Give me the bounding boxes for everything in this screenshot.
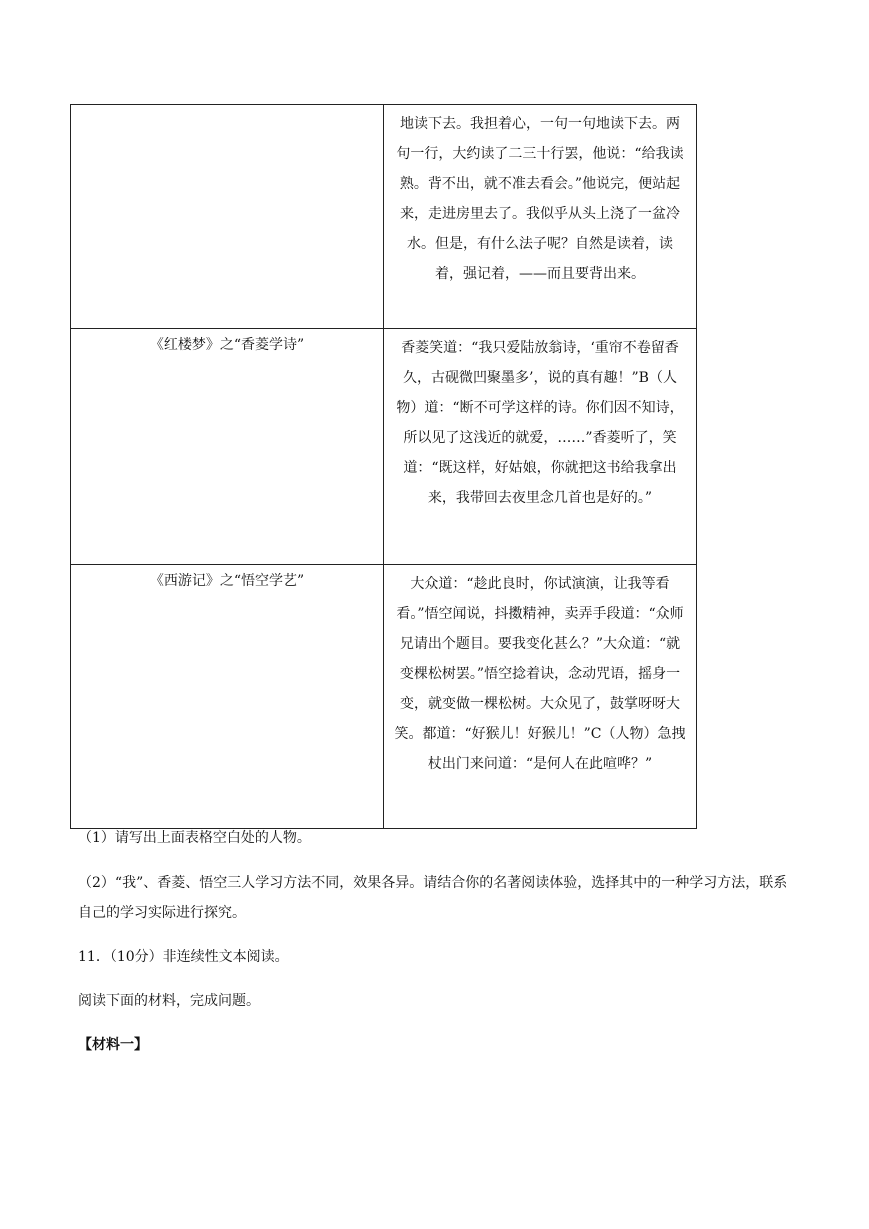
table-excerpt-cell bbox=[384, 329, 697, 565]
question-1: （1）请写出上面表格空白处的人物。 bbox=[78, 830, 311, 846]
table-source-cell bbox=[71, 105, 384, 329]
excerpt-text: 地读下去。我担着心，一句一句地读下去。两句一行，大约读了二三十行罢，他说：“给我读熟。背不出，就不准去看会。”他说完，便站起来，走进房里去了。我似乎从头上浇了一盆冷水。但是，有什么法子呢？自然是读着，读着，强记着，——而且要背出来。 bbox=[396, 116, 684, 282]
table-source-cell: 《西游记》之“悟空学艺” bbox=[71, 565, 384, 829]
table-row bbox=[71, 329, 697, 565]
section-11-instruction: 阅读下面的材料，完成问题。 bbox=[78, 993, 260, 1009]
reading-comparison-table bbox=[70, 104, 697, 829]
table-row bbox=[71, 565, 697, 829]
excerpt-text: 大众道：“趁此良时，你试演演，让我等看看。”悟空闻说，抖擞精神，卖弄手段道：“众师兄请出个题目。要我变化甚么？”大众道：“就变棵松树罢。”悟空捻着诀，念动咒语，摇身一变，就变做一棵松树。大众见了，鼓掌呀呀大笑。都道：“好猴儿！好猴儿！”C（人物）急拽杖出门来问道：“是何人在此喧哗？” bbox=[394, 576, 686, 772]
section-11-heading: 11．（10分）非连续性文本阅读。 bbox=[78, 949, 289, 965]
excerpt-text: 香菱笑道：“我只爱陆放翁诗，‘重帘不卷留香久，古砚微凹聚墨多’，说的真有趣！”B（人物）道：“断不可学这样的诗。你们因不知诗，所以见了这浅近的就爱，……”香菱听了，笑道：“既这样，好姑娘，你就把这书给我拿出来，我带回去夜里念几首也是好的。” bbox=[396, 340, 684, 506]
table-excerpt-cell bbox=[384, 565, 697, 829]
table-row bbox=[71, 105, 697, 329]
question-2: （2）“我”、香菱、悟空三人学习方法不同，效果各异。请结合你的名著阅读体验，选择其中的一种学习方法，联系自己的学习实际进行探究。 bbox=[78, 875, 788, 921]
table-excerpt-cell bbox=[384, 105, 697, 329]
material-1-label: 【材料一】 bbox=[78, 1037, 148, 1053]
table-source-cell: 《红楼梦》之“香菱学诗” bbox=[71, 329, 384, 565]
